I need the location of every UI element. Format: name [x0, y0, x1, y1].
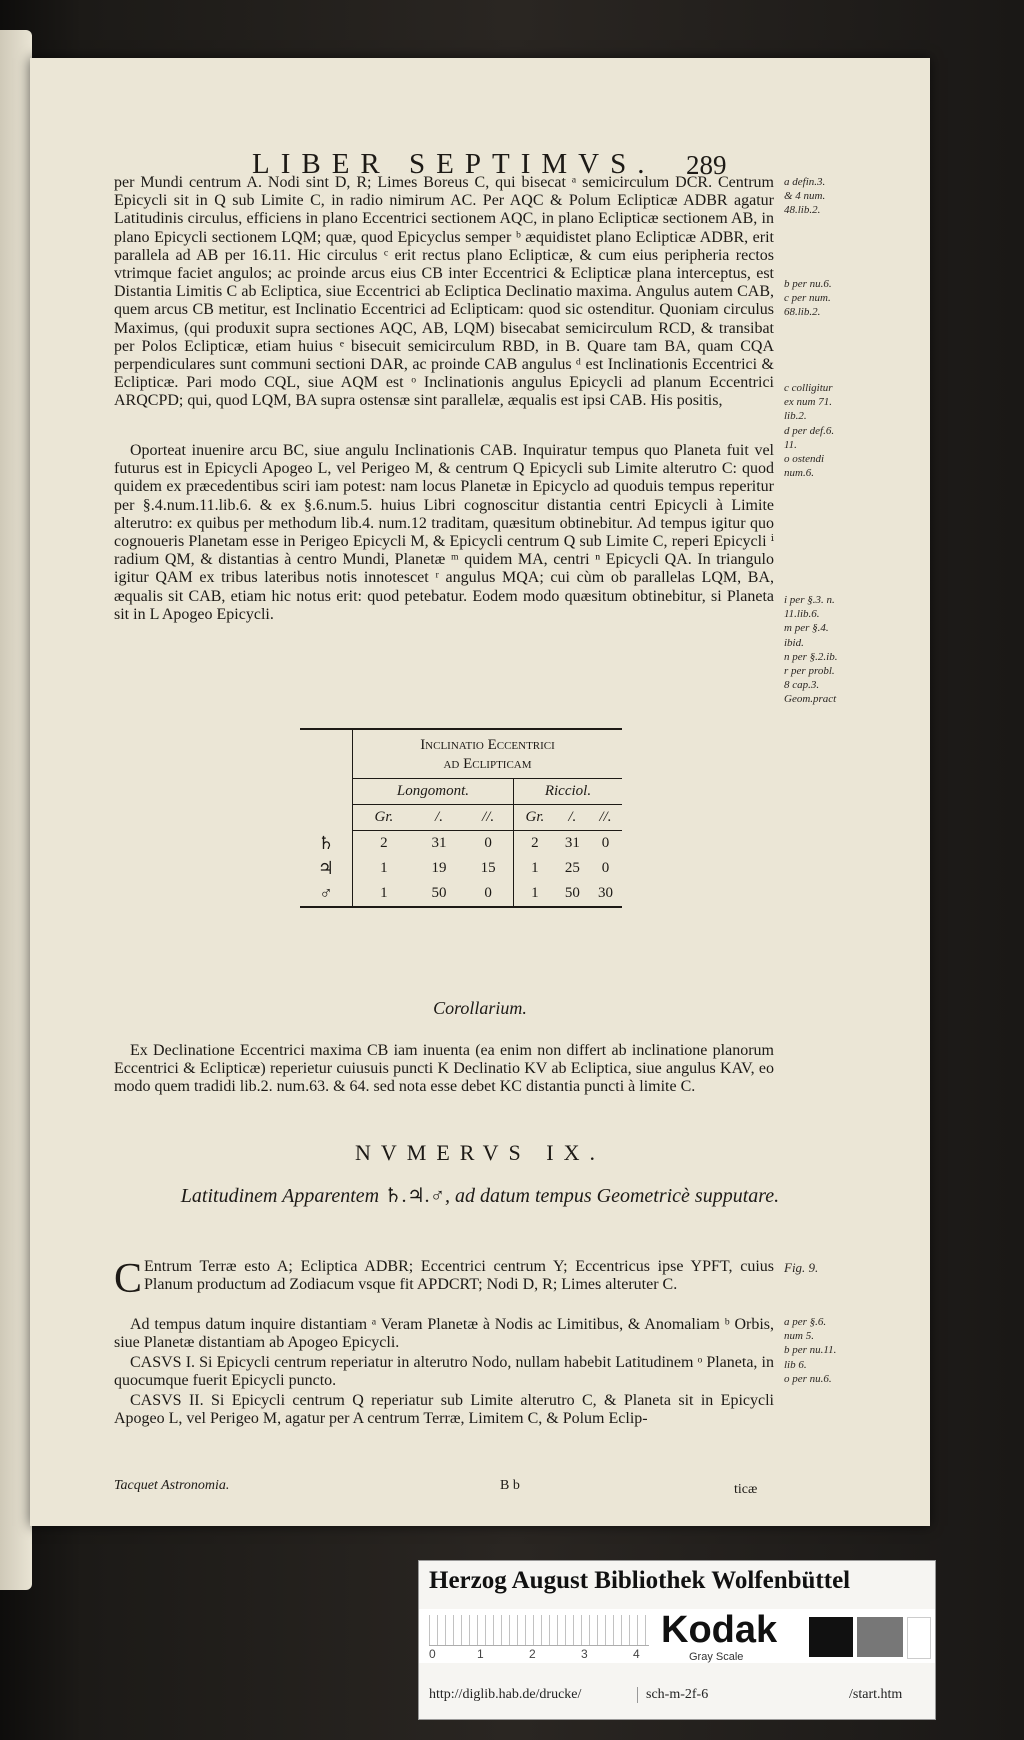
section-subtitle: Latitudinem Apparentem ♄.♃.♂, ad datum tempus Geometricè supputare. [180, 1185, 780, 1207]
measurement-ruler [429, 1615, 649, 1646]
table-cell: 25 [564, 859, 580, 876]
ruler-number: 3 [581, 1647, 588, 1661]
table-cell: 0 [484, 884, 492, 901]
table-cell: 50 [431, 884, 447, 901]
marginal-line: a per §.6. [784, 1316, 827, 1328]
marginal-note-2 [784, 278, 908, 321]
marginal-line: ibid. [784, 636, 804, 649]
marginal-note-1 [784, 176, 908, 219]
table-cell: 50 [564, 884, 580, 901]
table-cell: 15 [480, 859, 496, 876]
table-cell: 1 [353, 881, 415, 907]
library-name: Herzog August Bibliothek Wolfenbüttel [429, 1567, 851, 1594]
start-page-path: /start.htm [849, 1687, 903, 1702]
marginal-note-4 [784, 594, 908, 708]
paragraph-1: per Mundi centrum A. Nodi sint D, R; Limes Boreus C, qui bisecat ᵃ semicirculum DCR. Centrum Epicycli sit in Q sub Limite C, in radio nimirum AC. Per AQC & Polum Eclipticæ ADBR agatur Latitudinis circulus, efficiens in plano Eccentrici sectionem AQC, in plano Eclipticæ sectionem AB, in plano Epicycli sectionem LQM; quæ, quod Epicyclus semper ᵇ æquidistet plano Eclipticæ ADBR, erit parallela ad AB per 16.11. Hic circulus ᶜ erit rectus plano Eclipticæ, & cum eius peripheria rectos vtrimque faciet angulos; ac proinde arcus eius CB inter Eccentrici & Eclipticæ plana interceptus, est Distantia Limitis C ab Ecliptica, siue Eccentrici ab Ecliptica Declinatio maxima. Angulus autem CAB, quem arcus CB metitur, est Inclinatio Eccentrici ad Eclipticam: quod sic ostenditur. Quoniam circulus Maximus, (qui produxit supra sectiones AQC, AB, LQM) bisecabat semicirculum RCD, & transibat per Polos Eclipticæ, etiam huius ᵉ bisecuit semicirculum RBD, in B. Quare tam BA, quam CQA perpendiculares sunt communi sectioni DAR, ac proinde CAB angulus ᵈ est Inclinationis Eccentrici & Eclipticæ. Pari modo CQL, siue AQM est ᵒ Inclinationis angulus Epicycli ad planum Eccentrici ARQCPD; qui, quod LQM, BA supra ostensæ sint parallelæ, æqualis est ipsi CAB. His positis, [114, 174, 774, 410]
paragraph-6: CASVS II. Si Epicycli centrum Q reperiatur sub Limite alterutro C, & Planeta sit in Epicycli Apogeo L, vel Perigeo M, agatur per A centrum Terræ, Limitem C, & Polum Eclip- [114, 1392, 774, 1428]
unit-seconds: //. [463, 805, 513, 831]
table-cell: 0 [601, 834, 610, 851]
corollary-paragraph: Ex Declinatione Eccentrici maxima CB iam inuenta (ea enim non differt ab inclinatione planorum Eccentrici & Eclipticæ) reperietur cuiusuis puncti K Declinatio KV ab Ecliptica, siue angulus KAV, eo modo quem tradidi lib.2. num.63. & 64. sed nota esse debet KC distantia puncti à limite C. [114, 1042, 774, 1096]
marginal-line: num.6. [784, 467, 814, 480]
marginal-line: r per probl. [784, 665, 835, 678]
unit-degrees: Gr. [513, 805, 555, 831]
unit-minutes: /. [415, 805, 464, 831]
facing-page-edge [0, 30, 32, 1590]
table-cell: 30 [597, 884, 613, 901]
table-row-jupiter [300, 856, 622, 881]
marginal-line: c colligitur [784, 382, 833, 394]
ruler-number: 0 [429, 1647, 436, 1661]
table-author-ricciol: Ricciol. [513, 779, 622, 805]
table-cell: 31 [431, 834, 447, 851]
library-color-card [418, 1560, 936, 1720]
table-title [353, 729, 623, 779]
table-cell: 31 [564, 834, 580, 851]
page-footer [114, 1478, 774, 1497]
table-cell: 0 [601, 859, 610, 876]
ruler-number: 1 [477, 1647, 484, 1661]
corollary-heading: Corollarium. [433, 998, 527, 1018]
paragraph-3 [114, 1256, 774, 1302]
shelfmark: sch-m-2f-6 [637, 1687, 708, 1703]
page-number: 289 [686, 150, 727, 180]
inclination-table [300, 728, 622, 908]
paragraph-4: Ad tempus datum inquire distantiam ᵃ Veram Planetæ à Nodis ac Limitibus, & Anomaliam ᵇ Orbis, siue Planetæ distantiam ab Apogeo Epicycli. [114, 1316, 774, 1352]
white-swatch [907, 1617, 931, 1659]
marginal-line: o per nu.6. [784, 1372, 832, 1385]
table-cell: 19 [431, 859, 447, 876]
saturn-symbol: ♄ [317, 832, 335, 853]
marginal-note-3 [784, 382, 908, 481]
running-head: LIBER SEPTIMVS. [252, 148, 656, 180]
unit-seconds: //. [589, 805, 622, 831]
inclination-table-grid [300, 728, 622, 908]
catchword: ticæ [734, 1482, 758, 1497]
planet-column-head [300, 729, 353, 831]
marginal-line: Geom.pract [784, 693, 837, 706]
unit-degrees: Gr. [353, 805, 415, 831]
mars-symbol: ♂ [319, 882, 333, 903]
paragraph-3-text: Entrum Terræ esto A; Ecliptica ADBR; Eccentrici centrum Y; Eccentricus ipse YPFT, cuius Planum productum ad Zodiacum vsque fit APDCRT; Nodi D, R; Limes alteruter C. [144, 1258, 774, 1294]
table-cell: 1 [513, 856, 555, 881]
table-title-line-2: ad Eclipticam [443, 756, 532, 772]
footer-title: Tacquet Astronomia. [114, 1478, 230, 1493]
table-cell: 1 [513, 881, 555, 907]
marginal-line: & 4 num. [784, 190, 826, 203]
drop-capital: C [114, 1256, 143, 1302]
table-title-line-1: Inclinatio Eccentrici [420, 737, 555, 753]
table-cell: 2 [353, 831, 415, 856]
marginal-line: lib.2. [784, 410, 807, 423]
marginal-line: d per def.6. [784, 424, 835, 437]
marginal-note-5 [784, 1262, 908, 1276]
jupiter-symbol: ♃ [317, 857, 335, 878]
table-cell: 0 [484, 834, 492, 851]
marginal-note-6 [784, 1316, 908, 1387]
marginal-line: num 5. [784, 1330, 814, 1343]
marginal-line: 8 cap.3. [784, 679, 820, 692]
marginal-line: 48.lib.2. [784, 204, 821, 217]
marginal-line: 11.lib.6. [784, 608, 820, 621]
kodak-logo: Kodak [661, 1609, 778, 1651]
table-row-saturn [300, 831, 622, 856]
table-author-longomont: Longomont. [353, 779, 514, 805]
marginal-line: b per nu.11. [784, 1344, 837, 1357]
marginal-line: Fig. 9. [784, 1260, 819, 1275]
unit-minutes: /. [556, 805, 589, 831]
marginal-line: b per nu.6. [784, 278, 832, 290]
digital-library-url: http://diglib.hab.de/drucke/ [429, 1687, 582, 1702]
marginal-line: 11. [784, 438, 797, 451]
ruler-number: 2 [529, 1647, 536, 1661]
gray-swatch [857, 1617, 903, 1657]
paragraph-2: Oporteat inuenire arcu BC, siue angulu Inclinationis CAB. Inquiratur tempus quo Planeta fuit vel futurus est in Epicycli Apogeo L, vel Perigeo M, & centrum Q Epicycli sub Limite alterutro C: quod quidem ex præcedentibus sciri iam potest: nam locus Planetæ in Epicyclo ad quoduis tempus reperitur per §.4.num.11.lib.6. & ex §.6.num.5. huius Libri cognoscitur distantia centri Epicycli à Limite alterutro: ex quibus per methodum lib.4. num.12 traditam, quæsitum obtinebitur. Ad tempus igitur quo cognoueris Planetam esse in Perigeo Epicycli M, & Epicycli centrum Q sub Limite C, reperi Epicycli ⁱ radium QM, & distantias à centro Mundi, Planetæ ᵐ quidem MA, centri ⁿ Epicycli QA. In triangulo igitur QAM ex tribus lateribus notis innotescet ʳ angulus MQA; cui cùm ob parallelas LQM, BA, æqualis sit CAB, etiam hic notus erit: quod petebatur. Eodem modo quæsitum obtinebitur, si Planeta sit in L Apogeo Epicycli. [114, 442, 774, 623]
gray-scale-label: Gray Scale [689, 1651, 744, 1663]
marginal-line: lib 6. [784, 1358, 807, 1371]
table-row-mars [300, 881, 622, 907]
marginal-line: c per num. [784, 292, 831, 305]
table-cell: 2 [513, 831, 555, 856]
marginal-line: i per §.3. n. [784, 594, 835, 606]
section-heading: NVMERVS IX. [354, 1140, 606, 1165]
ruler-number: 4 [633, 1647, 640, 1661]
signature-mark: B b [500, 1478, 520, 1493]
paragraph-5: CASVS I. Si Epicycli centrum reperiatur in alterutro Nodo, nullam habebit Latitudinem ᵒ Planeta, in quocumque fuerit Epicycli puncto. [114, 1354, 774, 1390]
book-page [30, 58, 930, 1526]
marginal-line: a defin.3. [784, 176, 826, 188]
table-cell: 1 [353, 856, 415, 881]
marginal-line: m per §.4. [784, 622, 829, 635]
marginal-line: 68.lib.2. [784, 306, 821, 319]
marginal-line: n per §.2.ib. [784, 650, 838, 663]
marginal-line: o ostendi [784, 453, 825, 466]
marginal-line: ex num 71. [784, 396, 832, 409]
black-swatch [809, 1617, 853, 1657]
